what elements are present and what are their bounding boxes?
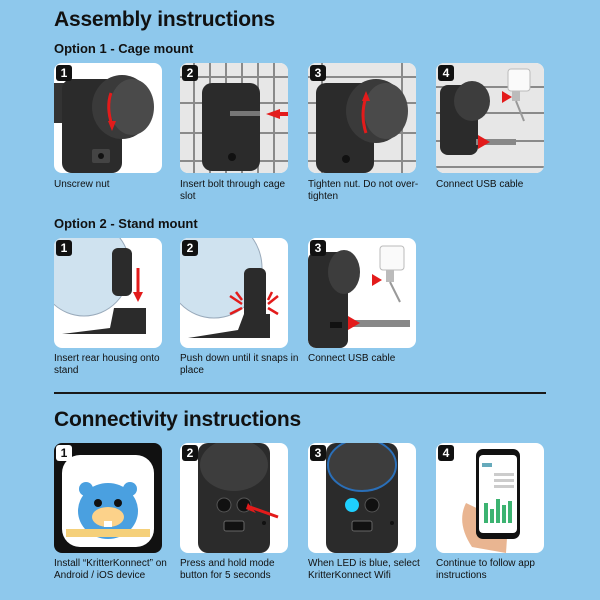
step-number: 1 (56, 240, 72, 256)
connectivity-step2-caption: Press and hold mode button for 5 seconds (180, 558, 275, 581)
step-number: 2 (182, 65, 198, 81)
step-number: 4 (438, 445, 454, 461)
step-number: 1 (56, 65, 72, 81)
option2-step1-caption: Insert rear housing onto stand (54, 353, 160, 376)
option2-step1-image (54, 238, 162, 348)
option1-title: Option 1 - Cage mount (54, 41, 194, 56)
option2-title: Option 2 - Stand mount (54, 216, 198, 231)
connectivity-title: Connectivity instructions (54, 408, 302, 431)
step-number: 3 (310, 65, 326, 81)
option1-step4-image (436, 63, 544, 173)
connectivity-step4-image (436, 443, 544, 553)
connectivity-step1-caption: Install “KritterKonnect” on Android / iOS device (54, 558, 167, 581)
led-indicator (345, 498, 359, 512)
step-number: 3 (310, 445, 326, 461)
option1-step3-caption: Tighten nut. Do not over-tighten (308, 179, 419, 202)
option2-step3-image (308, 238, 416, 348)
option1-step2-caption: Insert bolt through cage slot (180, 179, 286, 202)
option1-step2-image (180, 63, 288, 173)
step-number: 2 (182, 445, 198, 461)
option1-step3-image (308, 63, 416, 173)
connectivity-step1-image (54, 443, 162, 553)
option1-step1-image (54, 63, 162, 173)
option1-step1-caption: Unscrew nut (54, 179, 110, 190)
option2-step2-caption: Push down until it snaps in place (180, 353, 299, 376)
connectivity-step3-image (308, 443, 416, 553)
section-divider (54, 392, 546, 394)
assembly-title: Assembly instructions (54, 8, 276, 31)
connectivity-step2-image (180, 443, 288, 553)
option2-step3-caption: Connect USB cable (308, 353, 396, 364)
option2-step2-image (180, 238, 288, 348)
connectivity-step3-caption: When LED is blue, select KritterKonnect Wifi (308, 558, 420, 581)
option1-step4-caption: Connect USB cable (436, 179, 524, 190)
step-number: 2 (182, 240, 198, 256)
connectivity-step4-caption: Continue to follow app instructions (436, 558, 535, 581)
step-number: 3 (310, 240, 326, 256)
step-number: 4 (438, 65, 454, 81)
step-number: 1 (56, 445, 72, 461)
